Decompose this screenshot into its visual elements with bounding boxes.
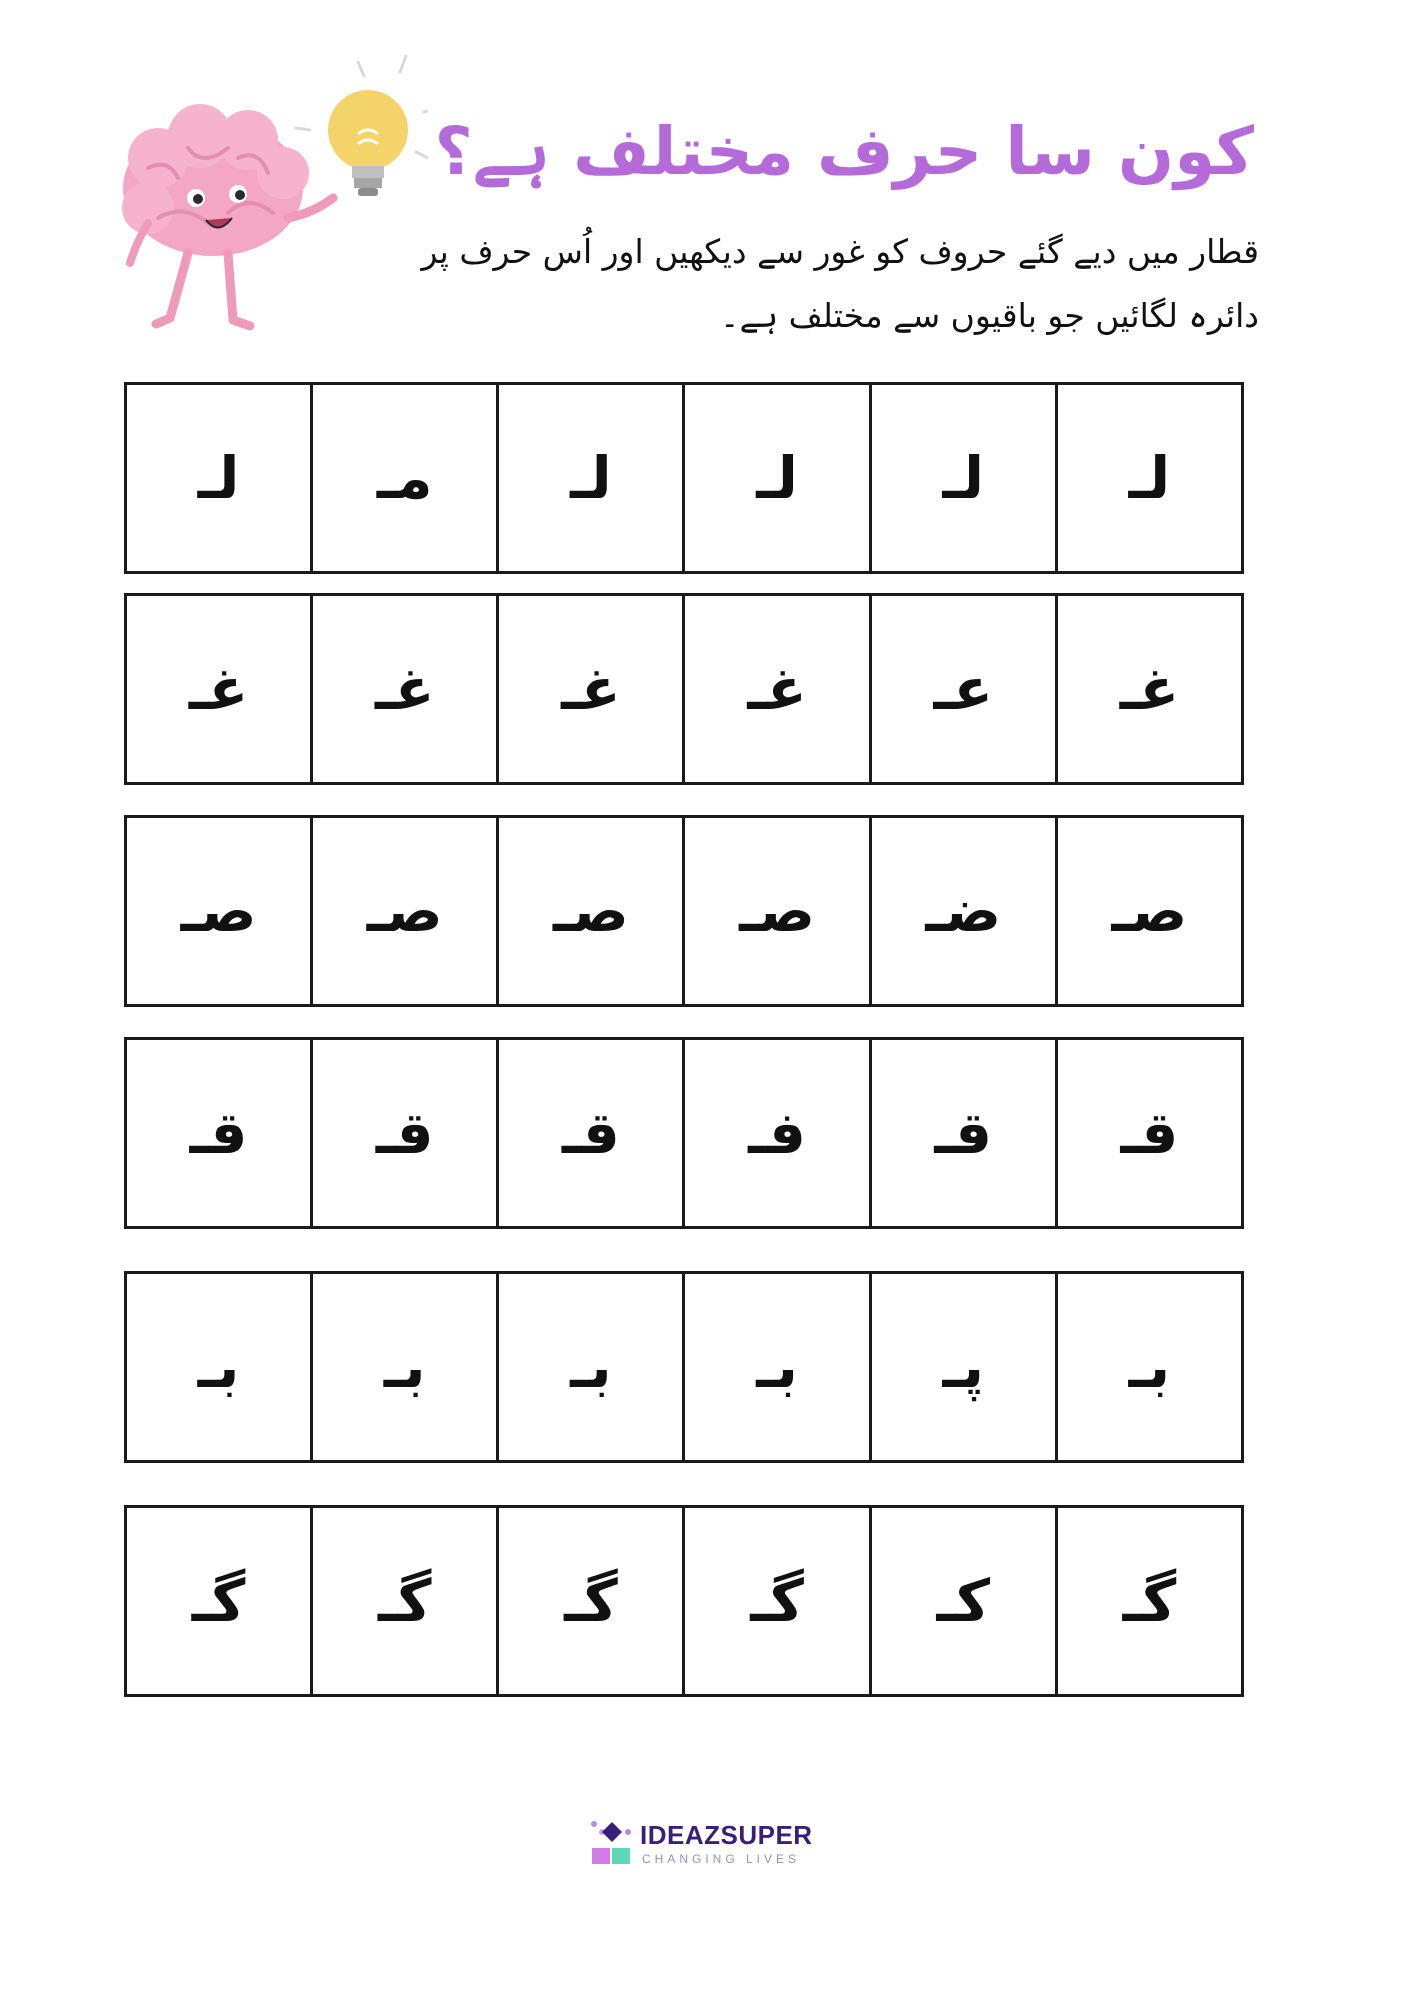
letter-cell[interactable]: قـ	[869, 1040, 1055, 1226]
page-title: کون سا حرف مختلف ہے؟	[434, 113, 1254, 190]
brand-logo	[588, 1818, 828, 1878]
letter-row-2	[124, 593, 1244, 785]
letter-cell[interactable]: بـ	[1055, 1274, 1241, 1460]
letter-row-4	[124, 1037, 1244, 1229]
letter-cell[interactable]: قـ	[496, 1040, 682, 1226]
brand-name: IDEAZSUPER	[640, 1820, 813, 1850]
letter-cell[interactable]: بـ	[496, 1274, 682, 1460]
instructions-text: قطار میں دیے گئے حروف کو غور سے دیکھیں اور اُس حرف پر دائرہ لگائیں جو باقیوں سے مختلف ہے۔	[421, 232, 1259, 335]
letter-cell[interactable]: غـ	[310, 596, 496, 782]
letter-cell[interactable]: عـ	[869, 596, 1055, 782]
letter-cell[interactable]: لـ	[682, 385, 868, 571]
letter-row-1	[124, 382, 1244, 574]
letter-cell[interactable]: صـ	[180, 877, 257, 945]
letter-cell[interactable]: مـ	[310, 385, 496, 571]
letter-cell[interactable]: صـ	[496, 818, 682, 1004]
letter-cell[interactable]: غـ	[682, 596, 868, 782]
letter-cell[interactable]: غـ	[188, 655, 249, 723]
letter-row-6	[124, 1505, 1244, 1697]
letter-cell[interactable]: قـ	[189, 1099, 248, 1167]
letter-cell[interactable]: گـ	[310, 1508, 496, 1694]
letter-cell[interactable]: صـ	[310, 818, 496, 1004]
brand-tagline: CHANGING LIVES	[642, 1852, 801, 1866]
letter-cell[interactable]: گـ	[191, 1567, 246, 1635]
letter-cell[interactable]: گـ	[682, 1508, 868, 1694]
ideazsuper-logo-icon	[588, 1818, 636, 1868]
letter-row-5	[124, 1271, 1244, 1463]
letter-cell[interactable]: بـ	[310, 1274, 496, 1460]
letter-cell[interactable]: گـ	[496, 1508, 682, 1694]
letter-cell[interactable]: گـ	[1055, 1508, 1241, 1694]
letter-cell[interactable]: غـ	[1055, 596, 1241, 782]
letter-cell[interactable]: لـ	[197, 444, 240, 512]
letter-row-3	[124, 815, 1244, 1007]
letter-cell[interactable]: فـ	[682, 1040, 868, 1226]
letter-cell[interactable]: صـ	[1055, 818, 1241, 1004]
letter-cell[interactable]: بـ	[197, 1333, 240, 1401]
letter-cell[interactable]: قـ	[310, 1040, 496, 1226]
letter-cell[interactable]: لـ	[869, 385, 1055, 571]
letter-cell[interactable]: صـ	[682, 818, 868, 1004]
letter-cell[interactable]: ضـ	[869, 818, 1055, 1004]
letter-cell[interactable]: غـ	[496, 596, 682, 782]
letter-cell[interactable]: لـ	[1055, 385, 1241, 571]
letter-cell[interactable]: کـ	[869, 1508, 1055, 1694]
letter-cell[interactable]: پـ	[869, 1274, 1055, 1460]
letter-cell[interactable]: قـ	[1055, 1040, 1241, 1226]
letter-cell[interactable]: لـ	[496, 385, 682, 571]
letter-cell[interactable]: بـ	[682, 1274, 868, 1460]
